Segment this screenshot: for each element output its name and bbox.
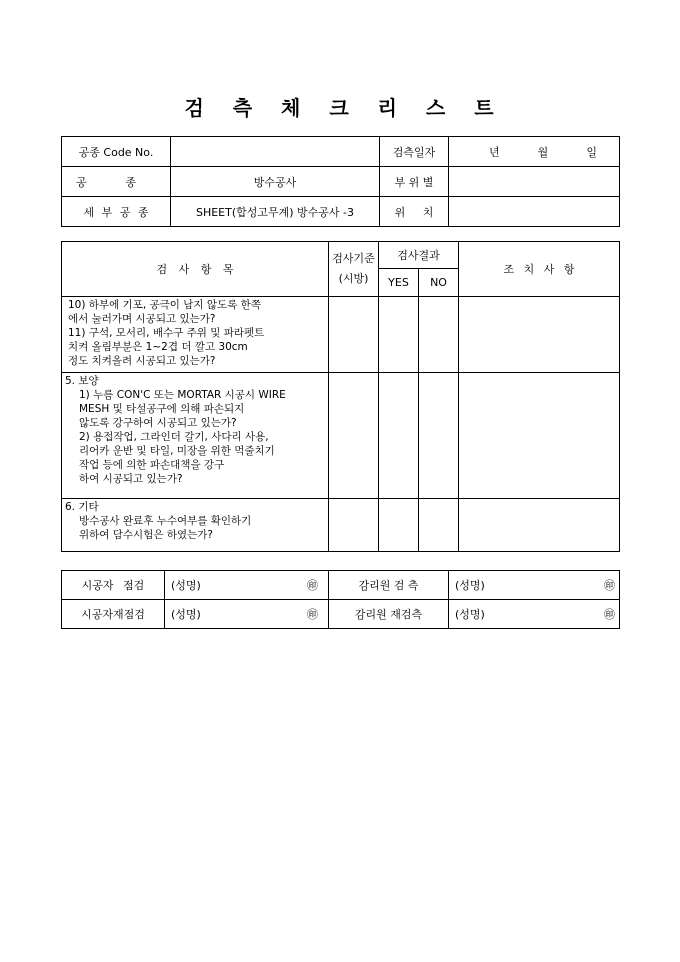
check-item <box>62 499 329 552</box>
part-field[interactable] <box>449 167 620 197</box>
title-char: 트 <box>474 96 496 120</box>
contractor-check-label: 시공자 점검 <box>62 571 165 600</box>
inspect-date-label: 검측일자 <box>380 137 449 167</box>
info-table <box>61 136 620 227</box>
table-row <box>62 373 620 499</box>
yes-cell[interactable] <box>379 373 419 499</box>
action-cell[interactable] <box>459 499 620 552</box>
name-placeholder: (성명) <box>171 579 201 592</box>
inspect-date-field[interactable] <box>449 137 620 167</box>
supervisor-check-label: 감리원 검 측 <box>329 571 449 600</box>
table-row <box>62 297 620 373</box>
header-standard-line1: 검사기준 <box>332 252 375 265</box>
contractor-recheck-sign[interactable] <box>165 600 329 629</box>
item-line: 11) 구석, 모서리, 배수구 주위 및 파라펫트 <box>68 327 265 339</box>
item-line: 방수공사 완료후 누수여부를 확인하기 <box>79 515 252 527</box>
table-row <box>62 499 620 552</box>
item-line: MESH 및 타설공구에 의해 파손되지 <box>79 403 245 415</box>
process-code-field[interactable] <box>171 137 380 167</box>
header-result: 검사결과 <box>379 242 459 269</box>
seal-icon: ㊞ <box>604 608 615 621</box>
supervisor-recheck-sign[interactable] <box>449 600 620 629</box>
header-yes: YES <box>379 269 419 297</box>
check-item <box>62 297 329 373</box>
supervisor-recheck-label: 감리원 재검측 <box>329 600 449 629</box>
contractor-recheck-label: 시공자재점검 <box>62 600 165 629</box>
seal-icon: ㊞ <box>307 579 318 592</box>
standard-cell[interactable] <box>329 373 379 499</box>
header-standard <box>329 242 379 297</box>
no-cell[interactable] <box>419 297 459 373</box>
process-label: 공 종 <box>62 167 171 197</box>
title-char: 크 <box>329 96 351 120</box>
item-line: 2) 용접작업, 그라인더 갈기, 사다리 사용, <box>79 431 269 443</box>
title-char: 리 <box>377 96 399 120</box>
no-cell[interactable] <box>419 373 459 499</box>
header-items: 검 사 항 목 <box>62 242 329 297</box>
item-line: 리어카 운반 및 타일, 미장을 위한 먹줄치기 <box>79 445 275 457</box>
contractor-check-sign[interactable] <box>165 571 329 600</box>
title-char: 검 <box>184 96 206 120</box>
item-line: 에서 눌러가며 시공되고 있는가? <box>68 313 216 325</box>
seal-icon: ㊞ <box>307 608 318 621</box>
item-line: 정도 치켜올려 시공되고 있는가? <box>68 355 216 367</box>
title-char: 체 <box>281 96 303 120</box>
signature-table <box>61 570 620 629</box>
process-value[interactable]: 방수공사 <box>171 167 380 197</box>
header-no: NO <box>419 269 459 297</box>
item-line: 10) 하부에 기포, 공극이 남지 않도록 한쪽 <box>68 299 261 311</box>
action-cell[interactable] <box>459 297 620 373</box>
name-placeholder: (성명) <box>455 579 485 592</box>
header-standard-line2: (시방) <box>338 272 369 285</box>
item-line: 않도록 강구하여 시공되고 있는가? <box>79 417 237 429</box>
detail-label: 세 부 공 종 <box>62 197 171 227</box>
process-code-label: 공종 Code No. <box>62 137 171 167</box>
item-line: 6. 기타 <box>65 501 99 513</box>
no-cell[interactable] <box>419 499 459 552</box>
item-line: 위하여 담수시험은 하였는가? <box>79 529 213 541</box>
page-title <box>0 92 680 121</box>
name-placeholder: (성명) <box>171 608 201 621</box>
item-line: 5. 보양 <box>65 375 99 387</box>
item-line: 하여 시공되고 있는가? <box>79 473 183 485</box>
title-char: 측 <box>232 96 255 120</box>
checklist-table <box>61 241 620 552</box>
date-day-label: 일 <box>586 145 597 159</box>
title-char: 스 <box>425 96 448 120</box>
standard-cell[interactable] <box>329 499 379 552</box>
location-label: 위 치 <box>380 197 449 227</box>
detail-value[interactable]: SHEET(합성고무계) 방수공사 -3 <box>171 197 380 227</box>
seal-icon: ㊞ <box>604 579 615 592</box>
check-item <box>62 373 329 499</box>
date-month-label: 월 <box>537 145 549 159</box>
date-year-label: 년 <box>489 145 500 159</box>
yes-cell[interactable] <box>379 297 419 373</box>
supervisor-check-sign[interactable] <box>449 571 620 600</box>
header-action: 조 치 사 항 <box>459 242 620 297</box>
item-line: 1) 누름 CON'C 또는 MORTAR 시공시 WIRE <box>79 389 286 401</box>
action-cell[interactable] <box>459 373 620 499</box>
standard-cell[interactable] <box>329 297 379 373</box>
part-label: 부 위 별 <box>380 167 449 197</box>
item-line: 치켜 올림부분은 1~2겹 더 깔고 30cm <box>68 341 248 353</box>
location-field[interactable] <box>449 197 620 227</box>
name-placeholder: (성명) <box>455 608 485 621</box>
yes-cell[interactable] <box>379 499 419 552</box>
item-line: 작업 등에 의한 파손대책을 강구 <box>79 459 225 471</box>
